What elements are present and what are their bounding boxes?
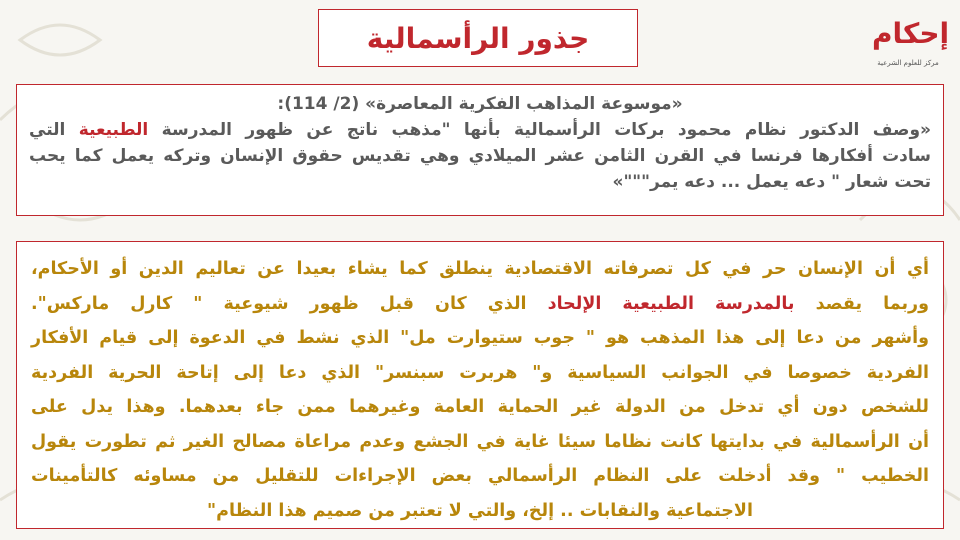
quote-line-1 bbox=[29, 117, 931, 143]
main-line-6: أن الرأسمالية في بدايتها كانت نظاما سيئا غاية في الجشع وعدم مراعاة مصالح الغير ثم تطورت يقول bbox=[31, 431, 929, 452]
main-line-2-part-a: وربما يقصد bbox=[794, 293, 929, 314]
logo bbox=[868, 14, 948, 78]
quote-line-2: سادت أفكارها فرنسا في القرن الثامن عشر الميلادي وهي تقديس حقوق الإنسان وتركه يعمل كما يحب bbox=[29, 146, 931, 166]
main-line-2 bbox=[31, 287, 929, 322]
main-line-5: للشخص دون أي تدخل من الدولة غير الحماية العامة وغيرهما ممن جاء بعدهما. وهذا يدل على bbox=[31, 397, 929, 417]
quote-line-1-part-b: التي bbox=[29, 120, 79, 140]
quote-line-3: تحت شعار " دعه يعمل ... دعه يمر"""» bbox=[612, 172, 931, 192]
main-line-2-part-b: الذي كان قبل ظهور شيوعية " كارل ماركس". bbox=[31, 293, 548, 314]
main-line-1: أي أن الإنسان حر في كل تصرفاته الاقتصادية ينطلق كما يشاء بعيدا عن تعاليم الدين أو الأحكام، bbox=[31, 259, 929, 279]
main-line-8: الاجتماعية والنقابات .. إلخ، والتي لا تعتبر من صميم هذا النظام" bbox=[207, 500, 753, 521]
logo-word: إحكام bbox=[872, 17, 950, 50]
quote-source: «موسوعة المذاهب الفكرية المعاصرة» (2/ 114): bbox=[277, 94, 683, 114]
main-line-3: وأشهر من دعا إلى هذا المذهب هو " جوب ستيوارت مل" الذي نشط في الدعوة إلى قيام الأفكار bbox=[31, 328, 929, 348]
main-line-7: الخطيب " وقد أدخلت على النظام الرأسمالي بعض الإجراءات للتقليل من مساوئه كالتأمينات bbox=[31, 466, 929, 486]
slide-title-box bbox=[318, 9, 638, 67]
logo-tagline: مركز للعلوم الشرعية bbox=[877, 59, 939, 67]
slide-title: جذور الرأسمالية bbox=[366, 21, 590, 55]
quote-box bbox=[16, 84, 944, 216]
quote-line-1-part-a: «وصف الدكتور نظام محمود بركات الرأسمالية بأنها "مذهب ناتج عن ظهور المدرسة bbox=[148, 120, 931, 140]
main-text-box bbox=[16, 241, 944, 529]
main-accent-phrase: بالمدرسة الطبيعية الإلحاد bbox=[547, 293, 795, 314]
quote-accent-word: الطبيعية bbox=[78, 120, 149, 140]
main-line-4: الفردية خصوصا في الجوانب السياسية و" هربرت سبنسر" الذي دعا إلى إتاحة الحرية الفردية bbox=[31, 362, 929, 383]
